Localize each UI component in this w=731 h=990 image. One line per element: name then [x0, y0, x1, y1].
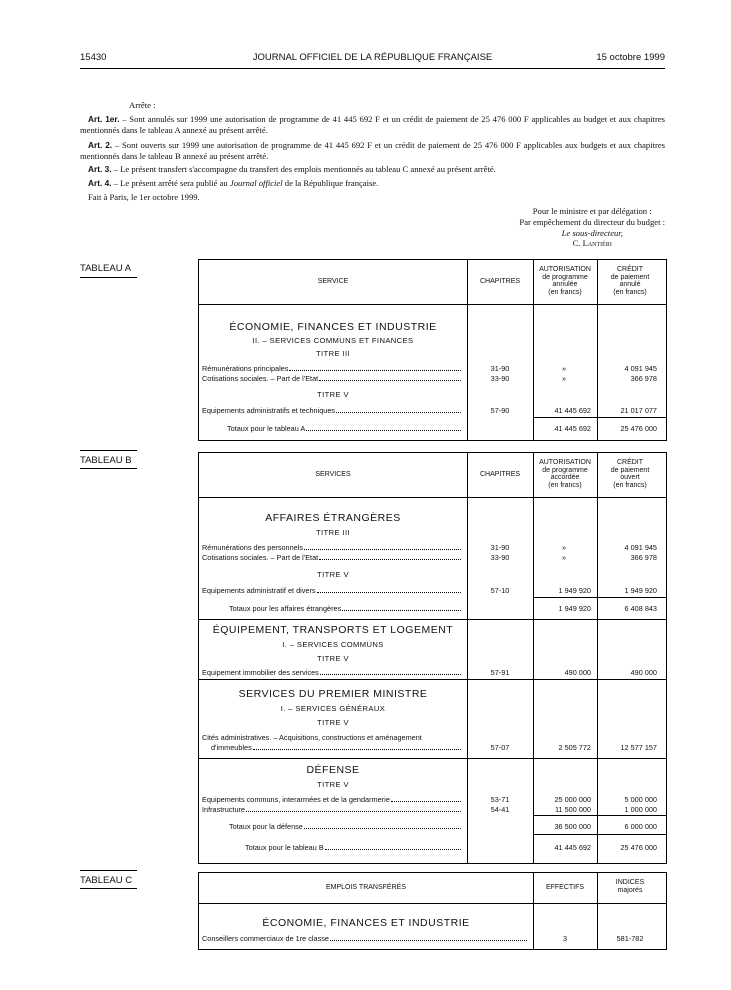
publication-date: 15 octobre 1999	[596, 52, 665, 63]
premier-ministre-subsection: I. – SERVICES GÉNÉRAUX	[280, 704, 386, 713]
tableau-a	[198, 259, 667, 441]
tableau-a-titre-iii: TITRE III	[316, 349, 350, 358]
chapitre-cell: 53-71	[490, 795, 510, 804]
tableau-a-total: Totaux pour le tableau A	[227, 424, 462, 433]
premier-ministre-section: SERVICES DU PREMIER MINISTRE	[238, 688, 428, 700]
premier-ministre-titre-v: TITRE V	[317, 718, 349, 727]
tableau-b-header-chapitres: CHAPITRES	[479, 471, 521, 478]
tableau-a-header-autorisation: AUTORISATION de programme annulée (en francs)	[539, 266, 591, 296]
page-header	[80, 52, 665, 66]
article-4	[80, 178, 665, 189]
table-row: Rémunérations des personnels	[202, 543, 462, 552]
autorisation-cell: 1 949 920	[558, 586, 591, 595]
tableau-a-label: TABLEAU A	[80, 263, 132, 274]
credit-cell: 366 978	[630, 374, 657, 383]
table-row: Infrastructure	[202, 805, 462, 814]
total-autorisation-cell: 36 500 000	[554, 822, 591, 831]
autorisation-cell: 2 505 772	[558, 743, 591, 752]
chapitre-cell: 33-90	[490, 374, 510, 383]
autorisation-cell: 490 000	[564, 668, 591, 677]
table-row: Cotisations sociales. – Part de l'Etat	[202, 374, 462, 383]
article-2	[80, 140, 665, 161]
tableau-b-header-autorisation: AUTORISATION de programme accordée (en francs)	[539, 459, 591, 489]
tableau-c-rule	[80, 888, 137, 889]
article-1-label: Art. 1er.	[88, 114, 120, 124]
chapitre-cell: 31-90	[490, 364, 510, 373]
autorisation-cell: 11 500 000	[555, 805, 591, 814]
tableau-a-subsection: II. – SERVICES COMMUNS ET FINANCES	[252, 336, 414, 345]
autorisation-cell: »	[561, 543, 567, 552]
signature-block	[519, 206, 665, 249]
arrete-heading: Arrête :	[129, 100, 156, 110]
credit-cell: 5 000 000	[624, 795, 657, 804]
chapitre-cell: 57-10	[490, 586, 510, 595]
table-row-line-2: d'immeubles	[211, 743, 462, 752]
autorisation-cell: 25 000 000	[554, 795, 591, 804]
tableau-b	[198, 452, 667, 864]
page-number: 15430	[80, 52, 107, 63]
tableau-b-header-service: SERVICES	[315, 471, 351, 478]
indices-cell: 581-782	[616, 934, 644, 943]
tableau-a-titre-v: TITRE V	[317, 390, 349, 399]
total-autorisation-cell: 41 445 692	[554, 424, 591, 433]
table-row: Equipements administratif et divers	[202, 586, 462, 595]
tableau-c-rule-top	[80, 870, 137, 871]
tableau-c-header-effectifs: EFFECTIFS	[545, 884, 585, 891]
table-row: Equipements communs, interarmées et de la gendarmerie	[202, 795, 462, 804]
table-row: Equipement immobilier des services	[202, 668, 462, 677]
table-row: Conseillers commerciaux de 1re classe	[202, 934, 528, 943]
credit-cell: 1 949 920	[624, 586, 657, 595]
credit-cell: 12 577 157	[620, 743, 657, 752]
credit-cell: 490 000	[630, 668, 657, 677]
tableau-c-section: ÉCONOMIE, FINANCES ET INDUSTRIE	[262, 917, 470, 929]
autorisation-cell: 41 445 692	[554, 406, 591, 415]
defense-total: Totaux pour la défense	[229, 822, 462, 831]
credit-cell: 4 091 945	[624, 543, 657, 552]
total-credit-cell: 6 000 000	[624, 822, 657, 831]
grand-total-credit-cell: 25 476 000	[620, 843, 657, 852]
article-3-text: – Le présent transfert s'accompagne du transfert des emplois mentionnés au tableau C annexé au présent arrêté.	[113, 164, 496, 174]
equipement-titre-v: TITRE V	[317, 654, 349, 663]
affaires-titre-iii: TITRE III	[316, 528, 350, 537]
autorisation-cell: »	[561, 553, 567, 562]
total-credit-cell: 25 476 000	[620, 424, 657, 433]
table-row: Equipements administratifs et techniques	[202, 406, 462, 415]
tableau-a-header-credit: CRÉDIT de paiement annulé (en francs)	[610, 266, 650, 296]
total-autorisation-cell: 1 949 920	[558, 604, 591, 613]
article-3	[80, 164, 665, 175]
article-4-text-after: de la République française.	[282, 178, 379, 188]
equipement-section: ÉQUIPEMENT, TRANSPORTS ET LOGEMENT	[212, 624, 454, 636]
article-2-label: Art. 2.	[88, 140, 113, 150]
tableau-b-rule	[80, 468, 137, 469]
article-3-label: Art. 3.	[88, 164, 112, 174]
table-row-line-1: Cités administratives. – Acquisitions, constructions et aménagement	[202, 733, 422, 742]
chapitre-cell: 57-91	[490, 668, 510, 677]
article-2-text: – Sont ouverts sur 1999 une autorisation de programme de 41 445 692 F et un crédit de paiement de 25 476 000 F applicables aux budgets et aux chapitres mentionnés dans le tableau B annexé au présent arrêté.	[80, 140, 665, 161]
table-row: Cotisations sociales. – Part de l'Etat	[202, 553, 462, 562]
grand-total-autorisation-cell: 41 445 692	[554, 843, 591, 852]
tableau-c	[198, 872, 667, 950]
affaires-titre-v: TITRE V	[317, 570, 349, 579]
credit-cell: 21 017 077	[620, 406, 657, 415]
article-1-text: – Sont annulés sur 1999 une autorisation de programme de 41 445 692 F et un crédit de paiement de 25 476 000 F applicables au budget et aux chapitres mentionnés dans le tableau A annexé au présent arrêté.	[80, 114, 665, 135]
tableau-a-section: ÉCONOMIE, FINANCES ET INDUSTRIE	[229, 321, 437, 333]
article-4-text-before: – Le présent arrêté sera publié au	[113, 178, 230, 188]
signature-line-4: C. Lantiéri	[572, 238, 612, 249]
chapitre-cell: 57-90	[490, 406, 510, 415]
tableau-b-header-credit: CRÉDIT de paiement ouvert (en francs)	[610, 459, 650, 489]
autorisation-cell: »	[561, 364, 567, 373]
article-4-text-italic: Journal officiel	[229, 178, 283, 188]
defense-section: DÉFENSE	[306, 764, 360, 776]
chapitre-cell: 31-90	[490, 543, 510, 552]
tableau-b-total: Totaux pour le tableau B	[245, 843, 462, 852]
tableau-a-header-chapitres: CHAPITRES	[479, 278, 521, 285]
article-1	[80, 114, 665, 135]
defense-titre-v: TITRE V	[317, 780, 349, 789]
total-credit-cell: 6 408 843	[624, 604, 657, 613]
chapitre-cell: 33-90	[490, 553, 510, 562]
journal-title: JOURNAL OFFICIEL DE LA RÉPUBLIQUE FRANÇAISE	[252, 52, 493, 63]
affaires-etrangeres-section: AFFAIRES ÉTRANGÈRES	[265, 512, 401, 524]
tableau-c-header-indices: INDICES majorés	[615, 879, 645, 894]
article-4-label: Art. 4.	[88, 178, 112, 188]
credit-cell: 4 091 945	[624, 364, 657, 373]
equipement-subsection: I. – SERVICES COMMUNS	[282, 640, 384, 649]
autorisation-cell: »	[561, 374, 567, 383]
affaires-total: Totaux pour les affaires étrangères	[229, 604, 462, 613]
effectifs-cell: 3	[562, 934, 568, 943]
signature-line-1: Pour le ministre et par délégation :	[532, 206, 652, 216]
header-rule	[80, 68, 665, 69]
tableau-b-rule-top	[80, 450, 137, 451]
credit-cell: 366 978	[630, 553, 657, 562]
tableau-b-label: TABLEAU B	[80, 455, 132, 466]
tableau-a-header-service: SERVICE	[317, 278, 349, 285]
tableau-c-label: TABLEAU C	[80, 875, 133, 886]
chapitre-cell: 57-07	[490, 743, 510, 752]
signature-line-3: Le sous-directeur,	[561, 227, 623, 238]
fait-a-paris: Fait à Paris, le 1er octobre 1999.	[88, 192, 200, 202]
tableau-a-rule	[80, 277, 137, 278]
tableau-c-header-emplois: EMPLOIS TRANSFÉRÉS	[325, 884, 406, 891]
signature-line-2: Par empêchement du directeur du budget :	[519, 216, 665, 227]
table-row: Rémunérations principales	[202, 364, 462, 373]
credit-cell: 1 000 000	[624, 805, 657, 814]
chapitre-cell: 54-41	[490, 805, 510, 814]
